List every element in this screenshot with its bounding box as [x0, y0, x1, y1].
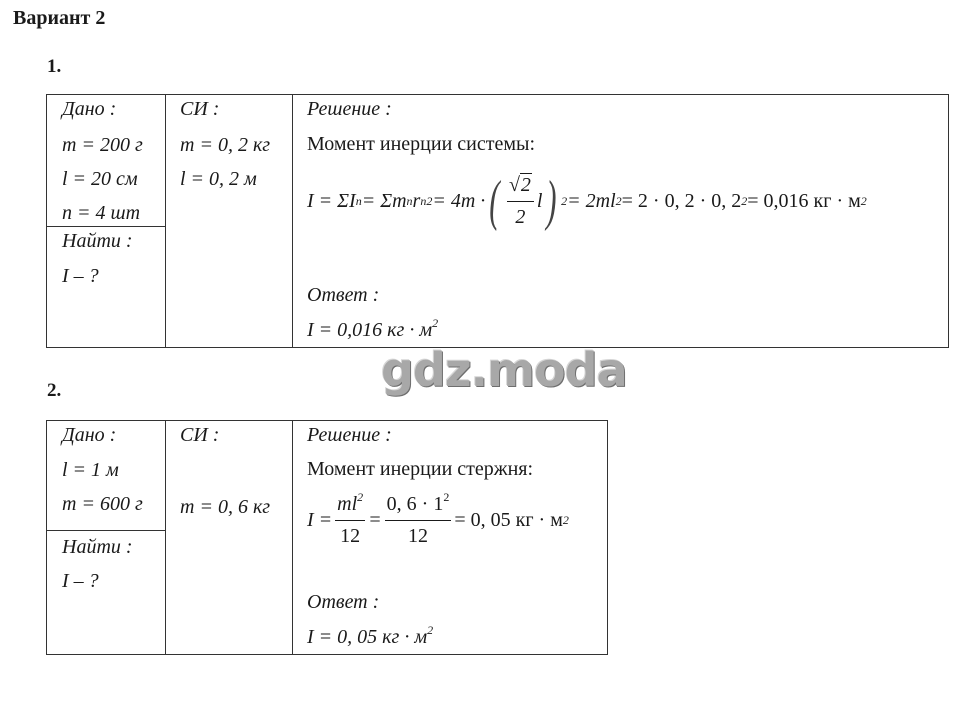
answer-value-2: I = 0, 05 кг · $м^2$ — [307, 623, 434, 648]
solution-label-2: Решение : — [307, 424, 392, 446]
find-label: Найти : — [62, 230, 133, 252]
find-value-2: I – ? — [62, 570, 99, 592]
solution-text-2: Момент инерции стержня: — [307, 458, 534, 480]
page-heading: Вариант 2 — [13, 7, 106, 29]
si-label-2: СИ : — [180, 424, 220, 446]
given-2: l = 20 см — [62, 168, 138, 190]
dano-label-2: Дано : — [62, 424, 117, 446]
formula-2: I = $\frac{ml^2}{12}$ = $\frac{0, 6 \cdot 1^2}{12}$ = 0, 05 кг · м 2 — [307, 489, 569, 547]
answer-label: Ответ : — [307, 284, 380, 306]
dano-label: Дано : — [62, 98, 117, 120]
answer-value: I = 0,016 кг · $м^2$ — [307, 316, 439, 341]
si-2-1: m = 0, 6 кг — [180, 496, 271, 518]
problem-2-divider-2 — [292, 420, 293, 655]
problem-2-divider-1 — [165, 420, 166, 655]
problem-2-number: 2. — [47, 380, 62, 401]
answer-label-2: Ответ : — [307, 591, 380, 613]
si-2: l = 0, 2 м — [180, 168, 257, 190]
formula-1: I = ΣI n = Σm n r n 2 = 4m · ( $\frac{√2}{2}$ l ) 2 = 2ml 2 = 2 · 0, 2 · 0, 2 2 = 0,016 кг · м 2 — [307, 170, 867, 232]
si-label: СИ : — [180, 98, 220, 120]
problem-1-divider-find — [46, 226, 166, 227]
find-value: I – ? — [62, 265, 99, 287]
problem-2-divider-find — [46, 530, 166, 531]
solution-text: Момент инерции системы: — [307, 133, 535, 155]
problem-1-divider-2 — [292, 94, 293, 348]
problem-1-number: 1. — [47, 56, 62, 77]
watermark-logo: gdz.moda — [381, 343, 627, 397]
given-2-1: l = 1 м — [62, 459, 119, 481]
solution-label: Решение : — [307, 98, 392, 120]
given-2-2: m = 600 г — [62, 493, 143, 515]
given-3: n = 4 шт — [62, 202, 141, 224]
problem-1-divider-1 — [165, 94, 166, 348]
si-1: m = 0, 2 кг — [180, 134, 271, 156]
given-1: m = 200 г — [62, 134, 143, 156]
find-label-2: Найти : — [62, 536, 133, 558]
